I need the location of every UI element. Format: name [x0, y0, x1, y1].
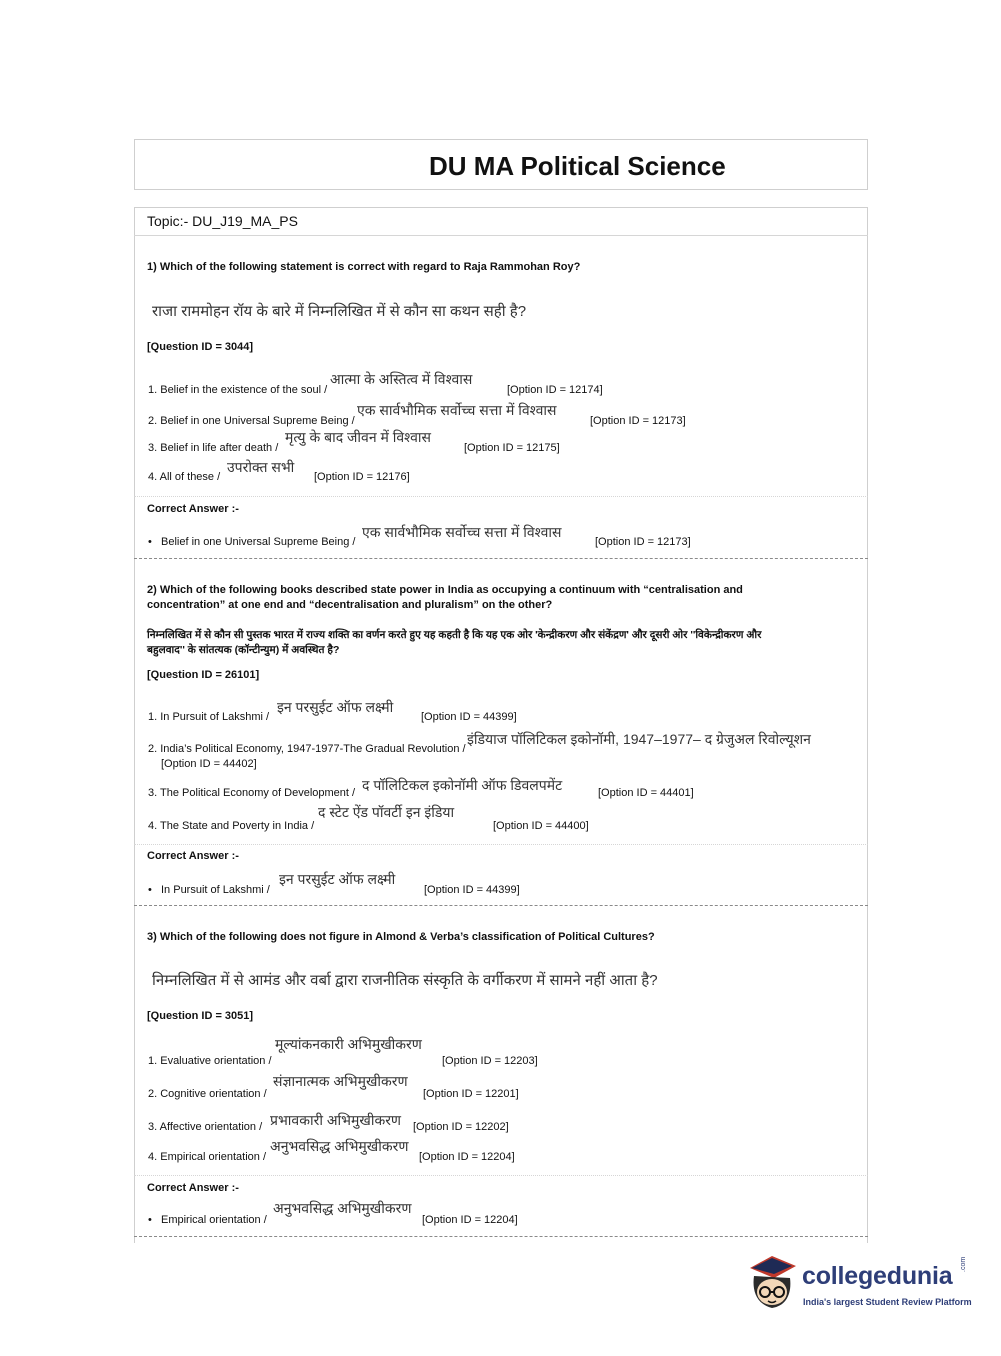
correct-answer-label: Correct Answer :-: [147, 503, 239, 515]
correct-answer-en: • In Pursuit of Lakshmi /: [161, 884, 270, 896]
option-text-en: 3. The Political Economy of Development /: [148, 787, 356, 799]
option-id: [Option ID = 44399]: [421, 711, 517, 723]
question-id: [Question ID = 26101]: [147, 669, 260, 681]
option-text-en: 4. All of these /: [148, 471, 221, 483]
option-text-hi: एक सार्वभौमिक सर्वोच्च सत्ता में विश्वास: [357, 402, 557, 418]
option-id: [Option ID = 12202]: [413, 1121, 509, 1133]
logo-tld: .com: [960, 1256, 967, 1272]
divider: [134, 844, 868, 845]
mascot-icon: [742, 1250, 802, 1316]
question-text-en: 3) Which of the following does not figure in Almond & Verba’s classification of Political Cultures?: [147, 931, 655, 943]
question-id: [Question ID = 3044]: [147, 341, 254, 353]
option-text-en: 2. Belief in one Universal Supreme Being /: [148, 415, 355, 427]
option-text-hi: द स्टेट ऐंड पॉवर्टी इन इंडिया: [318, 804, 455, 820]
topic-label: Topic:- DU_J19_MA_PS: [147, 213, 298, 229]
question-separator: [134, 1236, 868, 1237]
option-text-en: 4. Empirical orientation /: [148, 1151, 266, 1163]
option-text-hi: उपरोक्त सभी: [227, 459, 295, 475]
option-text-hi: मूल्यांकनकारी अभिमुखीकरण: [275, 1036, 422, 1052]
option-id: [Option ID = 44400]: [493, 820, 589, 832]
option-text-en: 2. India’s Political Economy, 1947-1977-The Gradual Revolution /: [148, 743, 466, 755]
option-text-en: 3. Belief in life after death /: [148, 442, 279, 454]
logo-tagline: India's largest Student Review Platform: [803, 1297, 972, 1307]
option-text-en: 1. Evaluative orientation /: [148, 1055, 272, 1067]
option-id: [Option ID = 12204]: [419, 1151, 515, 1163]
question-text-hi: निम्नलिखित में से आमंड और वर्बा द्वारा राजनीतिक संस्कृति के वर्गीकरण में सामने नहीं आता है?: [152, 972, 658, 989]
option-id: [Option ID = 44401]: [598, 787, 694, 799]
option-text-hi: संज्ञानात्मक अभिमुखीकरण: [273, 1073, 408, 1089]
option-text-en: 2. Cognitive orientation /: [148, 1088, 267, 1100]
option-text-en: 4. The State and Poverty in India /: [148, 820, 315, 832]
option-id: [Option ID = 12176]: [314, 471, 410, 483]
divider: [134, 235, 868, 236]
option-id: [Option ID = 12173]: [590, 415, 686, 427]
question-text-hi: निम्नलिखित में से कौन सी पुस्तक भारत में राज्य शक्ति का वर्णन करते हुए यह कहती है कि यह एक ओर 'केन्द्रीकरण और संकेंद्रण' और दूसरी ओर ''विकेन्द्रीकरण और: [147, 629, 762, 641]
question-text-en: 1) Which of the following statement is correct with regard to Raja Rammohan Roy?: [147, 261, 581, 273]
correct-answer-hi: एक सार्वभौमिक सर्वोच्च सत्ता में विश्वास: [362, 524, 562, 540]
option-text-en: 1. Belief in the existence of the soul /: [148, 384, 328, 396]
correct-answer-label: Correct Answer :-: [147, 850, 239, 862]
correct-answer-label: Correct Answer :-: [147, 1182, 239, 1194]
option-text-en: 1. In Pursuit of Lakshmi /: [148, 711, 270, 723]
option-id: [Option ID = 12174]: [507, 384, 603, 396]
question-text-en: 2) Which of the following books described state power in India as occupying a continuum with “centralisation and: [147, 584, 743, 596]
correct-answer-id: [Option ID = 12204]: [422, 1214, 518, 1226]
correct-answer-id: [Option ID = 12173]: [595, 536, 691, 548]
correct-answer-hi: अनुभवसिद्ध अभिमुखीकरण: [273, 1200, 412, 1216]
correct-answer-hi: इन परसुईट ऑफ लक्ष्मी: [279, 871, 396, 887]
correct-answer-id: [Option ID = 44399]: [424, 884, 520, 896]
option-id: [Option ID = 44402]: [161, 758, 257, 770]
option-text-hi: इंडियाज पॉलिटिकल इकोनॉमी, 1947–1977– द ग्रेजुअल रिवोल्यूशन: [467, 731, 811, 747]
option-text-hi: अनुभवसिद्ध अभिमुखीकरण: [270, 1138, 409, 1154]
question-separator: [134, 558, 868, 559]
collegedunia-logo[interactable]: [742, 1250, 972, 1322]
divider: [134, 1175, 868, 1176]
correct-answer-en: • Belief in one Universal Supreme Being /: [161, 536, 355, 548]
question-text-hi: राजा राममोहन रॉय के बारे में निम्नलिखित में से कौन सा कथन सही है?: [152, 303, 527, 320]
option-text-en: 3. Affective orientation /: [148, 1121, 263, 1133]
divider: [134, 496, 868, 497]
question-text-hi-cont: बहुलवाद'' के सांतत्यक (कॉन्टीन्युम) में अवस्थित है?: [147, 644, 340, 656]
option-id: [Option ID = 12175]: [464, 442, 560, 454]
option-text-hi: इन परसुईट ऑफ लक्ष्मी: [277, 699, 394, 715]
option-id: [Option ID = 12203]: [442, 1055, 538, 1067]
question-id: [Question ID = 3051]: [147, 1010, 254, 1022]
page-title: DU MA Political Science: [429, 151, 726, 181]
option-id: [Option ID = 12201]: [423, 1088, 519, 1100]
question-text-en-cont: concentration” at one end and “decentralisation and pluralism” on the other?: [147, 599, 553, 611]
option-text-hi: आत्मा के अस्तित्व में विश्वास: [330, 371, 473, 387]
logo-name: collegedunia: [802, 1262, 953, 1290]
correct-answer-en: • Empirical orientation /: [161, 1214, 267, 1226]
option-text-hi: द पॉलिटिकल इकोनॉमी ऑफ डिवलपमेंट: [362, 777, 563, 793]
option-text-hi: मृत्यु के बाद जीवन में विश्वास: [285, 429, 431, 445]
option-text-hi: प्रभावकारी अभिमुखीकरण: [270, 1112, 402, 1128]
question-separator: [134, 905, 868, 906]
